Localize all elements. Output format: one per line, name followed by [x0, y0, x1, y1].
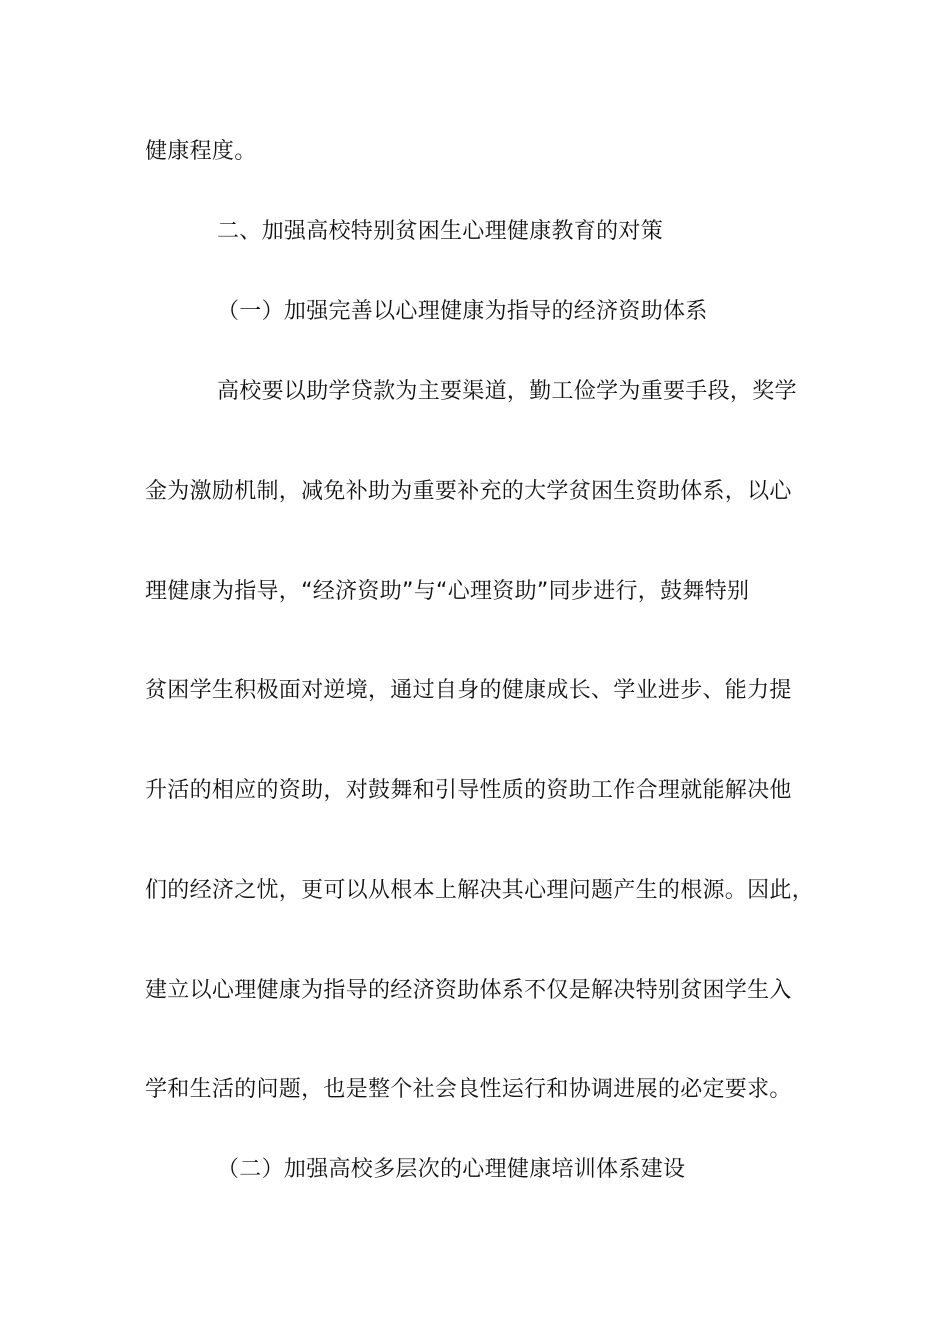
- body-line: 理健康为指导，“经济资助”与“心理资助”同步进行，鼓舞特别: [145, 579, 750, 604]
- section-heading: 二、加强高校特别贫困生心理健康教育的对策: [217, 219, 664, 244]
- subsection-heading-1: （一）加强完善以心理健康为指导的经济资助体系: [217, 299, 708, 324]
- body-line: 们的经济之忧，更可以从根本上解决其心理问题产生的根源。因此，: [145, 878, 815, 903]
- body-line: 贫困学生积极面对逆境，通过自身的健康成长、学业进步、能力提: [145, 678, 792, 703]
- body-line: 建立以心理健康为指导的经济资助体系不仅是解决特别贫困学生入: [145, 978, 792, 1003]
- subsection-heading-2: （二）加强高校多层次的心理健康培训体系建设: [217, 1157, 686, 1182]
- body-line: 高校要以助学贷款为主要渠道，勤工俭学为重要手段，奖学: [217, 379, 797, 404]
- body-line: 金为激励机制，减免补助为重要补充的大学贫困生资助体系，以心: [145, 479, 792, 504]
- body-line: 学和生活的问题，也是整个社会良性运行和协调进展的必定要求。: [145, 1077, 792, 1102]
- paragraph-continuation: 健康程度。: [145, 139, 257, 164]
- body-line: 升活的相应的资助，对鼓舞和引导性质的资助工作合理就能解决他: [145, 778, 792, 803]
